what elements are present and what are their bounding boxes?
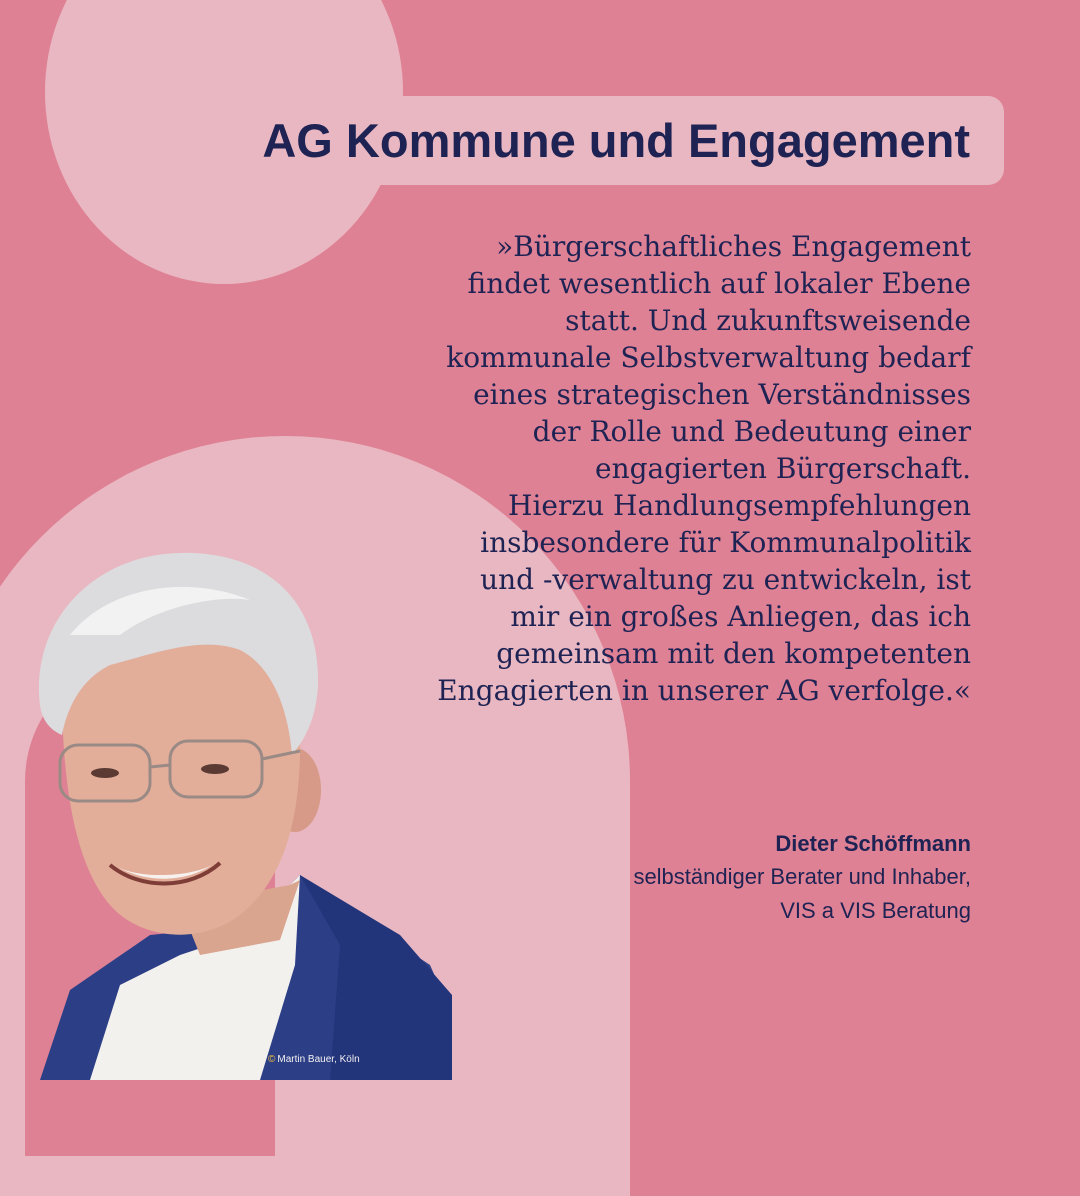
quote-line: engagierten Bürgerschaft.	[595, 452, 971, 485]
quote-line: mir ein großes Anliegen, das ich	[510, 600, 971, 633]
quote-line: gemeinsam mit den kompetenten	[496, 637, 971, 670]
author-name: Dieter Schöffmann	[775, 831, 971, 856]
photo-credit-text: Martin Bauer, Köln	[277, 1054, 360, 1065]
page-title: AG Kommune und Engagement	[262, 114, 970, 167]
quote-line: der Rolle und Bedeutung einer	[532, 415, 971, 448]
quote-line: statt. Und zukunftsweisende	[565, 304, 971, 337]
quote-line: Hierzu Handlungsempfehlungen	[508, 489, 971, 522]
photo-credit	[268, 1054, 360, 1065]
quote-line: »Bürgerschaftliches Engagement	[496, 230, 971, 263]
quote-line: und -verwaltung zu entwickeln, ist	[480, 563, 971, 596]
quote-line: findet wesentlich auf lokaler Ebene	[467, 267, 971, 300]
quote-line: Engagierten in unserer AG verfolge.«	[437, 674, 971, 707]
quote-line: kommunale Selbstverwaltung bedarf	[446, 341, 971, 374]
quote-text	[291, 228, 971, 709]
quote-line: insbesondere für Kommunalpolitik	[480, 526, 971, 559]
quote-line: eines strategischen Verständnisses	[473, 378, 971, 411]
copyright-icon: ©	[268, 1054, 276, 1065]
author-company: VIS a VIS Beratung	[780, 898, 971, 923]
author-block	[633, 828, 971, 928]
author-role: selbständiger Berater und Inhaber,	[633, 864, 971, 889]
